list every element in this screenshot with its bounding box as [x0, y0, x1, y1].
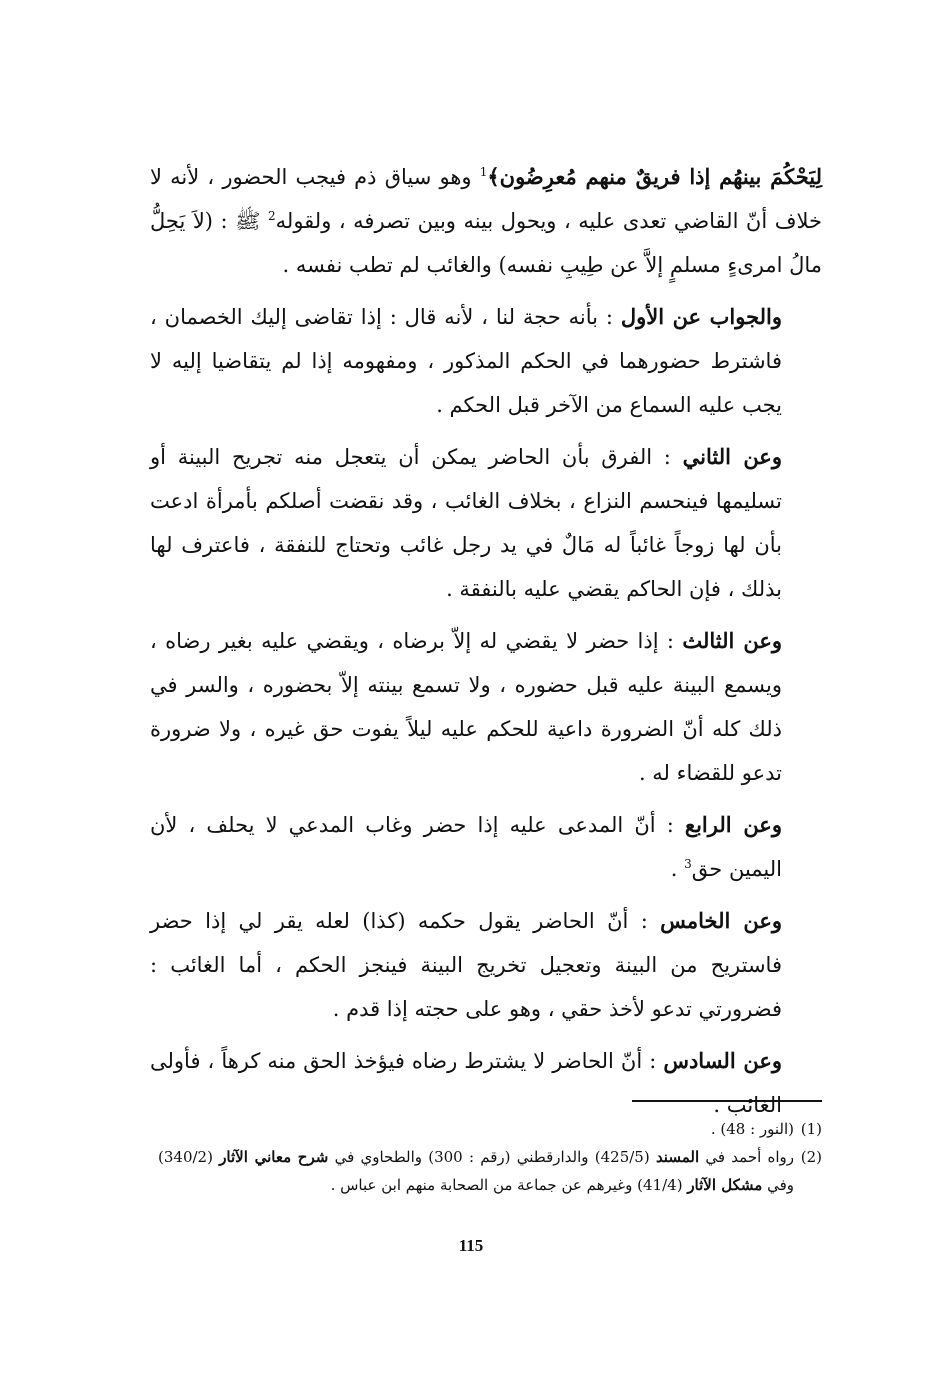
paragraph-text: : الفرق بأن الحاضر يمكن أن يتعجل منه تجريح البينة أو تسليمها فينحسم النزاع ، بخلاف الغائب ، وقد نقضت أصلكم بأمرأة ادعت بأن لها زوجاً غائباً له مَالٌ في يد رجل غائب وتحتاج للنفقة ، فاعترف لها بذلك ، فإن الحاكم يقضي عليه بالنفقة . [150, 445, 782, 601]
footnotes [158, 1115, 822, 1199]
footnote-text-part: (425/5) والدارقطني (رقم : 300) والطحاوي في [328, 1148, 656, 1166]
paragraph-lead: وعن الرابع [684, 812, 782, 837]
footnote-text [158, 1143, 794, 1199]
paragraph-text: : بأنه حجة لنا ، لأنه قال : إذا تقاضى إليك الخصمان ، فاشترط حضورهما في الحكم المذكور ، ومفهومه إذا لم يتقاضيا إليه لا يجب عليه السماع من الآخر قبل الحكم . [150, 305, 782, 417]
paragraph-text: وهو سياق ذم فيجب الحضور ، لأنه لا خلاف أنّ القاضي تعدى عليه ، ويحول بينه وبين تصرفه ، ولقوله [150, 165, 822, 233]
paragraph-text: : أنّ المدعى عليه إذا حضر وغاب المدعي لا يحلف ، لأن اليمين حق [150, 813, 782, 881]
paragraph-text: : أنّ الحاضر يقول حكمه (كذا) لعله يقر لي إذا حضر فاستريح من البينة وتعجيل تخريج البينة فينجز الحكم ، أما الغائب : فضرورتي تدعو لأخذ حقي ، وهو على حجته إذا قدم . [150, 909, 782, 1021]
book-title: شرح معاني الآثار [219, 1148, 329, 1166]
paragraph-4 [150, 619, 822, 795]
paragraph-2 [150, 295, 822, 427]
paragraph-1 [150, 155, 822, 287]
book-title: مشكل الآثار [687, 1176, 763, 1194]
paragraph-3 [150, 435, 822, 611]
footnote-1 [158, 1115, 822, 1143]
paragraph-text: : إذا حضر لا يقضي له إلاّ برضاه ، ويقضي عليه بغير رضاه ، ويسمع البينة عليه قبل حضوره ، ولا تسمع بينته إلاّ بحضوره ، والسر في ذلك كله أنّ الضرورة داعية للحكم عليه ليلاً يفوت حق غيره ، ولا ضرورة تدعو للقضاء له . [150, 629, 782, 785]
footnote-2 [158, 1143, 822, 1199]
footnote-ref-2[interactable]: 2 [268, 209, 276, 223]
paragraph-7 [150, 1039, 822, 1127]
footnote-text-part: (340/2) وفي [158, 1148, 794, 1194]
page-body [150, 155, 822, 1135]
footnote-number: (2) [800, 1148, 822, 1166]
paragraph-text-cont: ﷺ : (لاَ يَحِلُّ مالُ امرىءٍ مسلمٍ إلاَّ عن طِيبِ نفسه) والغائب لم تطب نفسه . [150, 209, 822, 277]
paragraph-6 [150, 899, 822, 1031]
quran-verse: لِيَحْكُمَ بينهُم إذا فريقٌ منهم مُعرِضُون﴾ [487, 164, 822, 189]
footnote-text: (النور : 48) . [710, 1120, 794, 1138]
footnote-ref-1[interactable]: 1 [479, 165, 488, 179]
paragraph-text: : أنّ الحاضر لا يشترط رضاه فيؤخذ الحق منه كرهاً ، فأولى الغائب . [150, 1049, 782, 1117]
footnote-divider [632, 1100, 822, 1102]
paragraph-text-cont: . [670, 857, 685, 881]
page-number: 115 [458, 1236, 484, 1255]
paragraph-lead: وعن الثالث [682, 628, 782, 653]
paragraph-5 [150, 803, 822, 891]
paragraph-lead: والجواب عن الأول [620, 304, 782, 329]
book-title: المسند [655, 1148, 700, 1166]
paragraph-lead: وعن الثاني [682, 444, 782, 469]
paragraph-lead: وعن السادس [663, 1048, 782, 1073]
footnote-number: (1) [800, 1120, 822, 1138]
footnote-ref-3[interactable]: 3 [684, 857, 692, 871]
paragraph-lead: وعن الخامس [660, 908, 782, 933]
footnote-text-part: (41/4) وغيرهم عن جماعة من الصحابة منهم ابن عباس . [330, 1176, 688, 1194]
footnote-text-part: رواه أحمد في [699, 1148, 795, 1166]
